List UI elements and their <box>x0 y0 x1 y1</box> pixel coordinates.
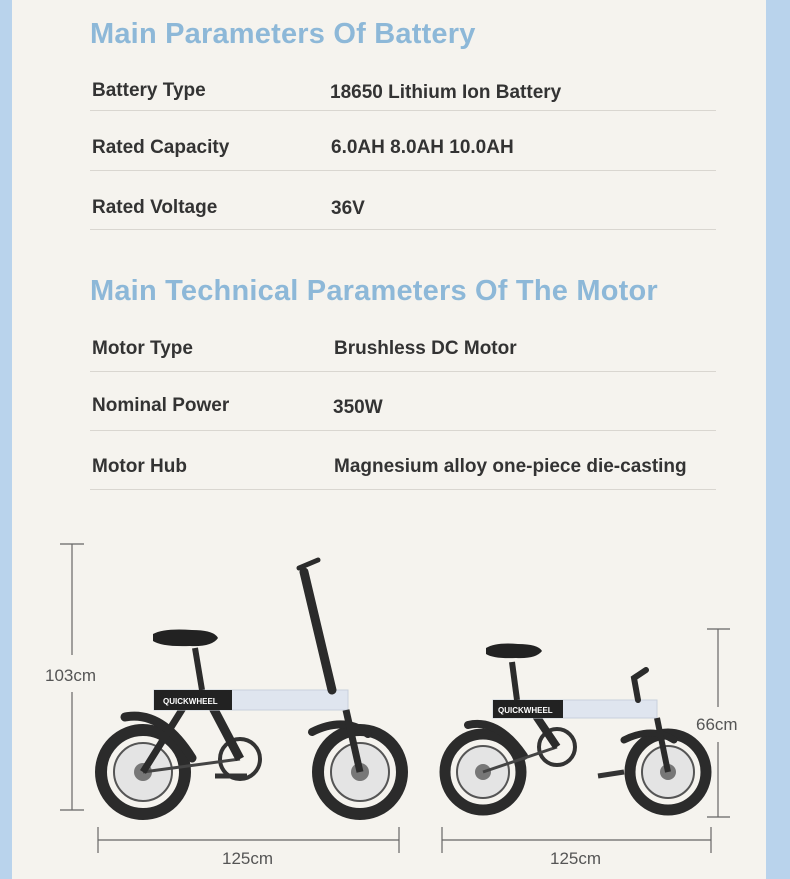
nominal-power-label: Nominal Power <box>92 395 230 416</box>
nominal-power-row <box>90 372 716 431</box>
product-page <box>12 0 766 879</box>
rated-voltage-label: Rated Voltage <box>92 197 218 218</box>
unfolded-bike-image <box>101 560 402 814</box>
rated-capacity-value: 6.0AH 8.0AH 10.0AH <box>331 137 514 158</box>
battery-type-value: 18650 Lithium Ion Battery <box>330 82 562 103</box>
rated-capacity-row <box>90 112 716 171</box>
battery-type-row <box>90 52 716 111</box>
rated-capacity-label: Rated Capacity <box>92 137 230 158</box>
rated-voltage-value: 36V <box>331 198 365 219</box>
battery-type-label: Battery Type <box>92 80 206 101</box>
motor-hub-value: Magnesium alloy one-piece die-casting <box>334 456 687 477</box>
rated-voltage-row <box>90 171 716 230</box>
motor-type-label: Motor Type <box>92 338 193 359</box>
motor-hub-row <box>90 431 716 490</box>
motor-type-value: Brushless DC Motor <box>334 338 517 359</box>
folded-length-label: 125cm <box>550 849 602 868</box>
motor-section-title: Main Technical Parameters Of The Motor <box>90 275 658 307</box>
dimension-diagram <box>12 520 766 879</box>
unfolded-length-label: 125cm <box>222 849 274 868</box>
battery-section-title: Main Parameters Of Battery <box>90 18 476 50</box>
folded-bike-image <box>445 644 706 811</box>
nominal-power-value: 350W <box>333 397 383 418</box>
folded-height-label: 66cm <box>696 715 738 734</box>
motor-type-row <box>90 313 716 372</box>
motor-hub-label: Motor Hub <box>92 456 187 477</box>
folded-frame-logo: QUICKWHEEL <box>498 706 553 715</box>
unfolded-frame-logo: QUICKWHEEL <box>163 697 218 706</box>
unfolded-height-label: 103cm <box>45 666 97 685</box>
